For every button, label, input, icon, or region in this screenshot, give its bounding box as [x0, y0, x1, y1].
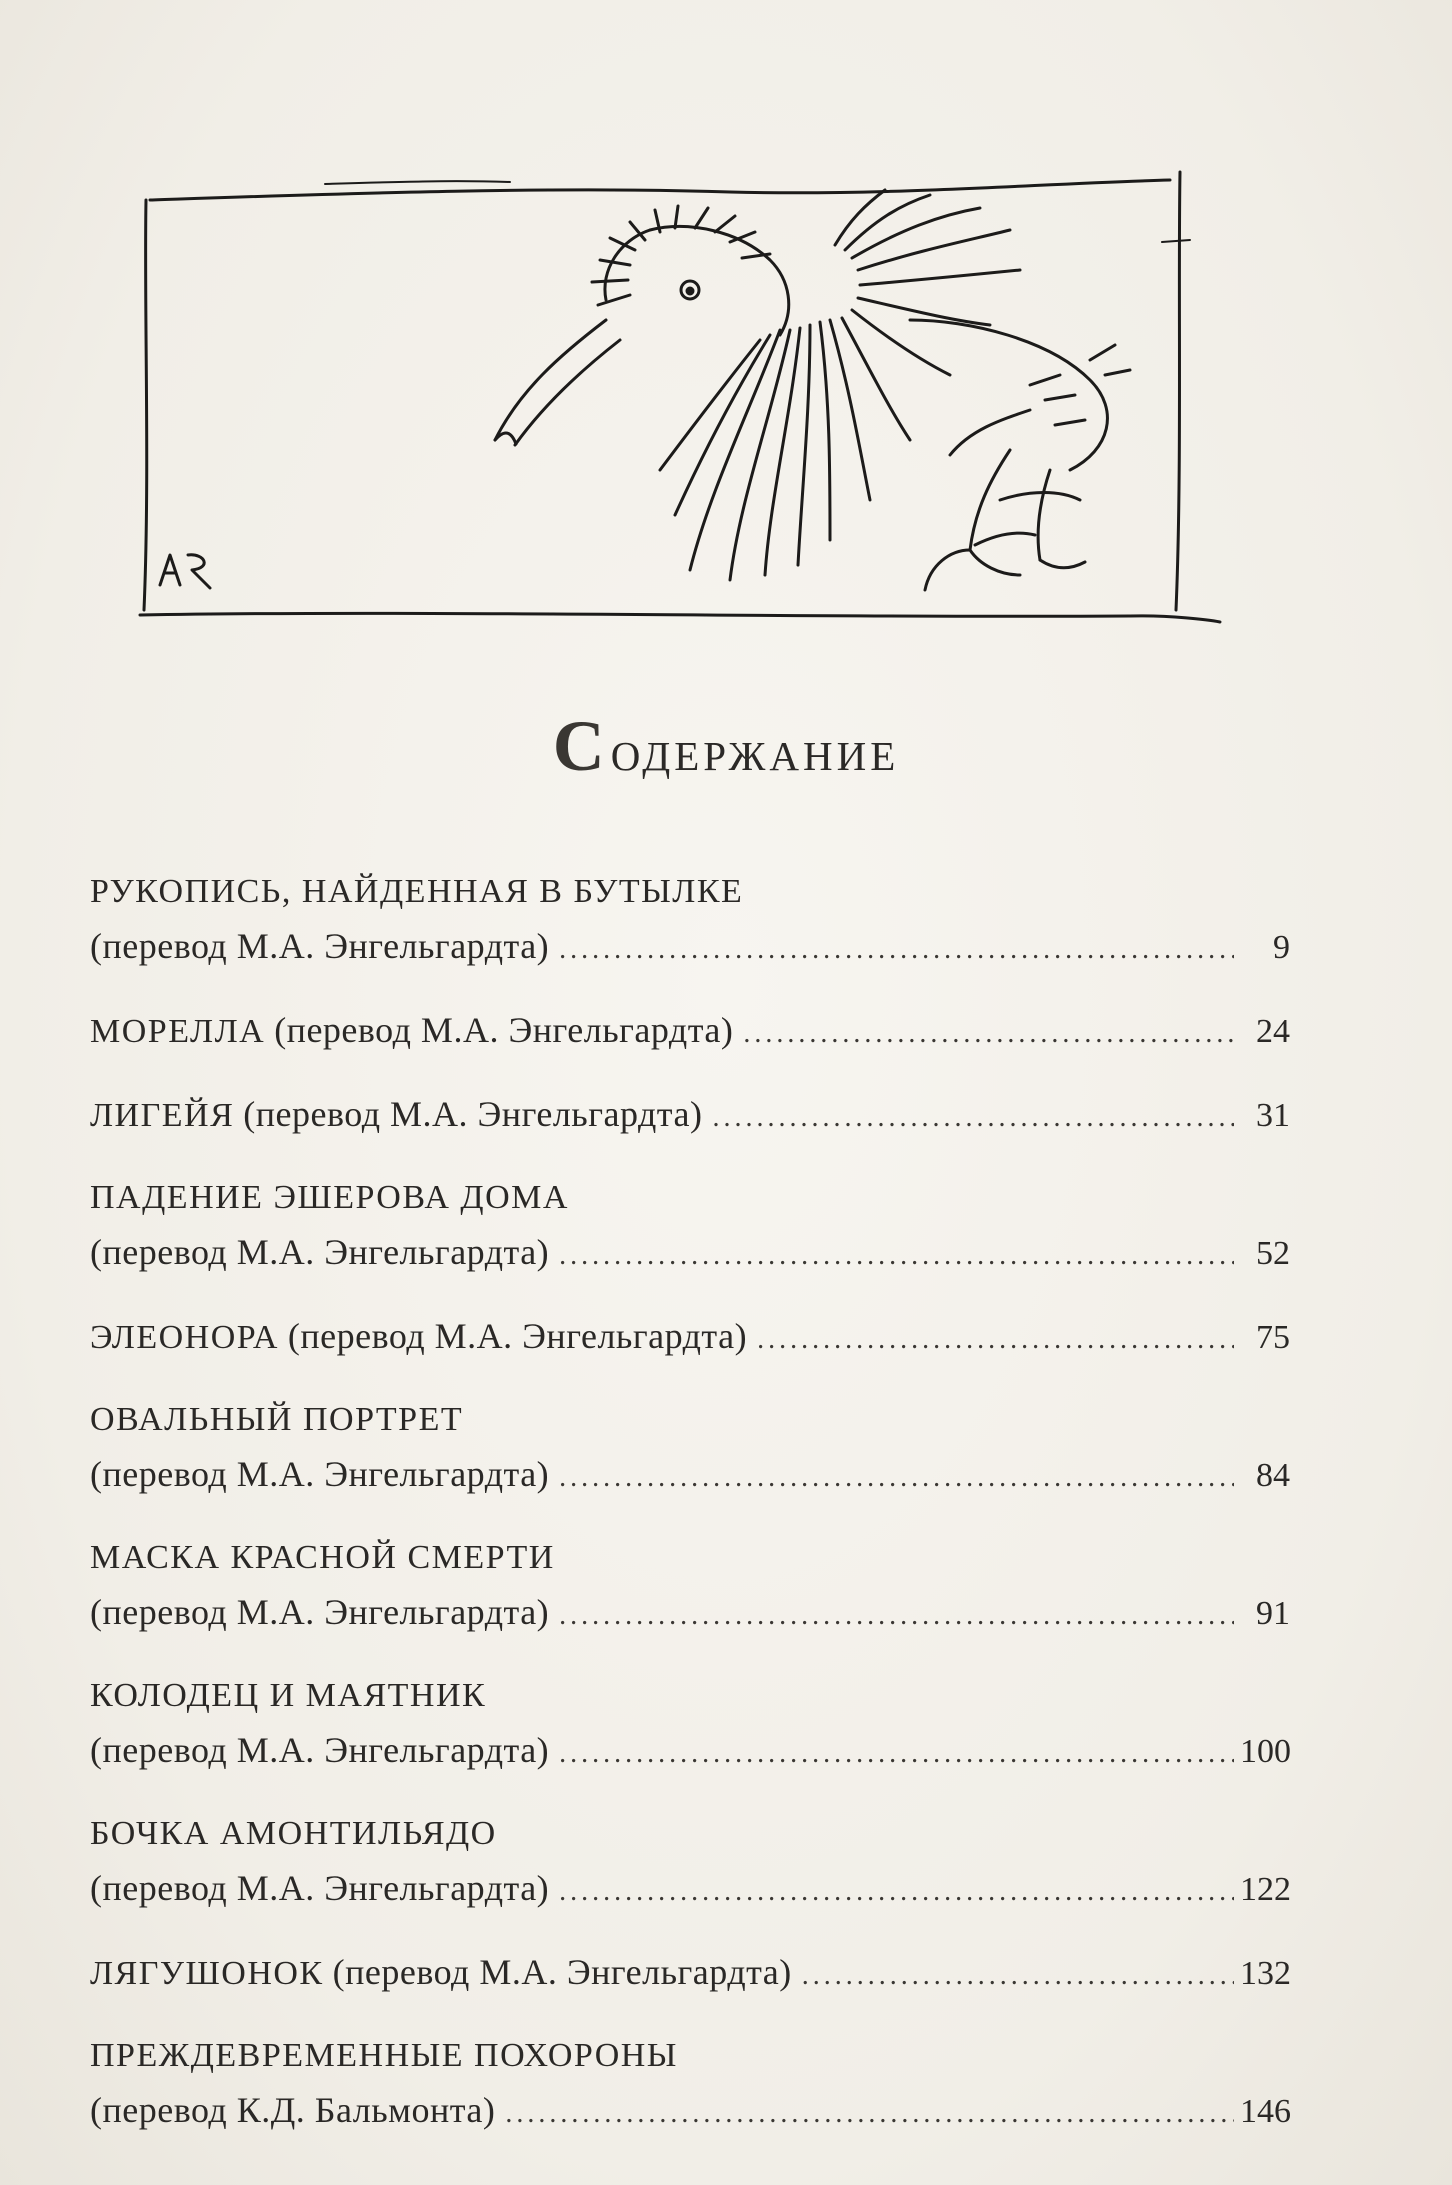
toc-entry-title-line [90, 1807, 1290, 1861]
toc-entry-translator: (перевод М.А. Энгельгардта) [332, 1952, 792, 1992]
dot-leader [559, 1451, 1234, 1505]
dot-leader [559, 923, 1234, 977]
toc-entry-title: МОРЕЛЛА [90, 1013, 266, 1050]
toc-entry-page-number: 122 [1240, 1871, 1291, 1908]
title-separator [279, 1309, 288, 1363]
toc-entry-translator: (перевод М.А. Энгельгардта) [90, 1868, 550, 1908]
dot-leader [505, 2087, 1234, 2141]
bird-sketch-illustration [130, 170, 1230, 640]
toc-entry-translator-line [90, 2083, 1290, 2141]
toc-entry-title: ЛИГЕЙЯ [90, 1097, 235, 1134]
dot-leader [743, 1007, 1234, 1061]
toc-entry-translator: (перевод М.А. Энгельгардта) [90, 1454, 550, 1494]
toc-entry-translator: (перевод М.А. Энгельгардта) [90, 926, 550, 966]
toc-entry-title: КОЛОДЕЦ И МАЯТНИК [90, 1677, 487, 1714]
toc-entry-line [90, 1945, 1290, 2003]
toc-entry-title-line [90, 1669, 1290, 1723]
toc-entry [90, 1945, 1290, 2003]
toc-entry-title: ПАДЕНИЕ ЭШЕРОВА ДОМА [90, 1179, 569, 1216]
toc-entry-page-number: 24 [1256, 1013, 1290, 1050]
toc-entry-page-number: 9 [1273, 929, 1290, 966]
toc-entry-line [90, 1309, 1290, 1367]
table-of-contents [90, 865, 1290, 2167]
page-title [0, 705, 1452, 788]
toc-entry-translator: (перевод М.А. Энгельгардта) [90, 1232, 550, 1272]
toc-entry-page-number: 146 [1240, 2093, 1291, 2130]
toc-entry-translator-line [90, 1447, 1290, 1505]
toc-entry-line [90, 1087, 1290, 1145]
toc-entry-title-line [90, 865, 1290, 919]
toc-entry-page-number: 52 [1256, 1235, 1290, 1272]
toc-entry-translator-line [90, 1225, 1290, 1283]
toc-entry-translator-line [90, 1861, 1290, 1919]
toc-entry-translator: (перевод К.Д. Бальмонта) [90, 2090, 496, 2130]
toc-entry [90, 1669, 1290, 1781]
toc-entry [90, 1807, 1290, 1919]
dot-leader [712, 1091, 1234, 1145]
toc-entry [90, 865, 1290, 977]
toc-entry [90, 1309, 1290, 1367]
toc-entry-title: ПРЕЖДЕВРЕМЕННЫЕ ПОХОРОНЫ [90, 2037, 678, 2074]
title-separator [324, 1945, 333, 1999]
toc-entry-translator: (перевод М.А. Энгельгардта) [287, 1316, 748, 1356]
toc-entry-translator-line [90, 1723, 1290, 1781]
dot-leader [559, 1589, 1234, 1643]
toc-entry-title: РУКОПИСЬ, НАЙДЕННАЯ В БУТЫЛКЕ [90, 873, 744, 910]
dot-leader [559, 1727, 1234, 1781]
toc-entry-title-line [90, 1531, 1290, 1585]
dot-leader [559, 1865, 1234, 1919]
title-separator [234, 1087, 243, 1141]
bird-sketch-icon [130, 170, 1230, 640]
toc-entry-page-number: 132 [1240, 1955, 1291, 1992]
title-rest: одержание [610, 718, 900, 783]
toc-entry [90, 1087, 1290, 1145]
toc-entry-line [90, 1003, 1290, 1061]
toc-entry-title-line [90, 1393, 1290, 1447]
toc-entry [90, 1171, 1290, 1283]
toc-entry-page-number: 31 [1256, 1097, 1290, 1134]
toc-entry-title: ОВАЛЬНЫЙ ПОРТРЕТ [90, 1401, 464, 1438]
toc-entry-translator: (перевод М.А. Энгельгардта) [90, 1592, 550, 1632]
toc-entry-page-number: 75 [1256, 1319, 1290, 1356]
dot-leader [757, 1313, 1234, 1367]
toc-entry-translator-line [90, 919, 1290, 977]
toc-entry [90, 1393, 1290, 1505]
title-separator [265, 1003, 274, 1057]
toc-entry-translator: (перевод М.А. Энгельгардта) [243, 1094, 703, 1134]
toc-entry [90, 2029, 1290, 2141]
toc-entry-translator-line [90, 1585, 1290, 1643]
dot-leader [802, 1949, 1234, 2003]
toc-entry-title: ЛЯГУШОНОК [90, 1955, 324, 1992]
toc-entry-translator: (перевод М.А. Энгельгардта) [90, 1730, 550, 1770]
toc-entry [90, 1003, 1290, 1061]
toc-entry-page-number: 84 [1256, 1457, 1290, 1494]
toc-entry-title: МАСКА КРАСНОЙ СМЕРТИ [90, 1539, 555, 1576]
toc-entry-title-line [90, 2029, 1290, 2083]
toc-entry-page-number: 100 [1240, 1733, 1291, 1770]
toc-entry-page-number: 91 [1256, 1595, 1290, 1632]
toc-entry [90, 1531, 1290, 1643]
toc-entry-title-line [90, 1171, 1290, 1225]
toc-entry-translator: (перевод М.А. Энгельгардта) [274, 1010, 734, 1050]
toc-entry-title: БОЧКА АМОНТИЛЬЯДО [90, 1815, 497, 1852]
toc-entry-title: ЭЛЕОНОРА [90, 1319, 279, 1356]
dot-leader [559, 1229, 1234, 1283]
title-initial: С [552, 706, 609, 786]
